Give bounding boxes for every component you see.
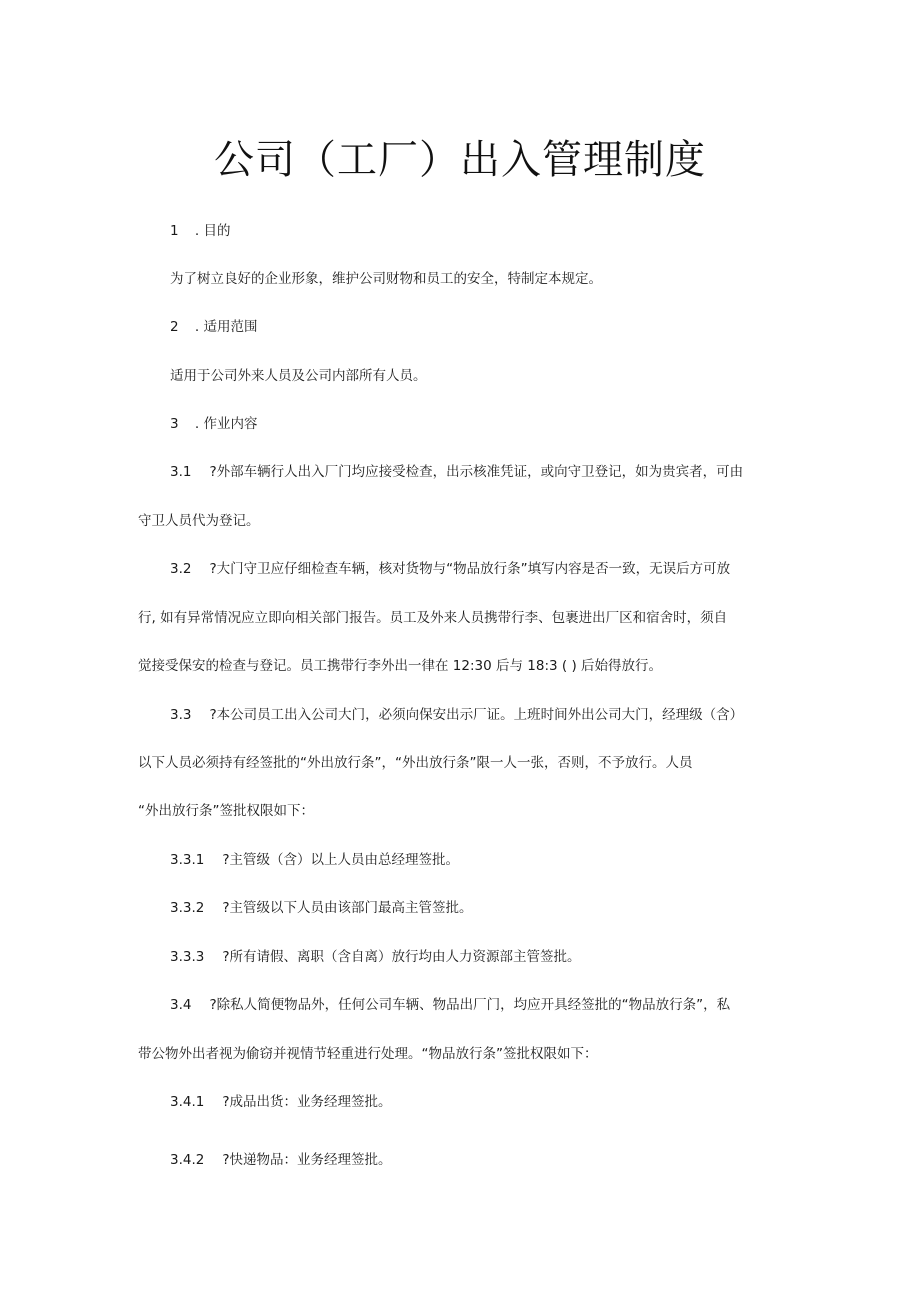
- clause-line: [170, 705, 743, 725]
- clause-number: 3.4.1: [170, 1094, 205, 1110]
- clause-number: 3.2: [170, 561, 192, 577]
- clause-text: ?主管级（含）以上人员由总经理签批。: [222, 852, 460, 868]
- clause-text: ?外部车辆行人出入厂门均应接受检查，出示核准凭证，或向守卫登记，如为贵宾者，可由: [209, 464, 744, 480]
- paragraph-line: 适用于公司外来人员及公司内部所有人员。: [170, 368, 427, 384]
- section-number: 1: [170, 223, 179, 239]
- clause-number: 3.3: [170, 707, 192, 723]
- clause-line: [170, 462, 743, 482]
- clause-number: 3.1: [170, 464, 192, 480]
- paragraph-line: 为了树立良好的企业形象，维护公司财物和员工的安全，特制定本规定。: [170, 271, 602, 287]
- clause-line: [170, 1092, 392, 1112]
- clause-number: 3.4: [170, 997, 192, 1013]
- section-number: 2: [170, 319, 179, 335]
- clause-line: [170, 898, 473, 918]
- clause-text: ?主管级以下人员由该部门最高主管签批。: [222, 900, 473, 916]
- paragraph-line: 行, 如有异常情况应立即向相关部门报告。员工及外来人员携带行李、包裹进出厂区和宿舍时，须自: [138, 610, 728, 626]
- section-heading: [170, 221, 230, 241]
- clause-line: [170, 1150, 392, 1170]
- paragraph-line: 带公物外出者视为偷窃并视情节轻重进行处理。“物品放行条”签批权限如下：: [138, 1046, 598, 1062]
- clause-text: ?除私人简便物品外，任何公司车辆、物品出厂门，均应开具经签批的“物品放行条”，私: [209, 997, 731, 1013]
- page-title: 公司（工厂）出入管理制度: [214, 137, 706, 183]
- paragraph-line: 觉接受保安的检查与登记。员工携带行李外出一律在 12:30 后与 18:3 ( ) 后始得放行。: [138, 658, 663, 674]
- clause-number: 3.4.2: [170, 1152, 205, 1168]
- section-text: . 适用范围: [190, 319, 258, 335]
- clause-line: [170, 559, 730, 579]
- clause-text: ?所有请假、离职（含自离）放行均由人力资源部主管签批。: [222, 949, 581, 965]
- clause-number: 3.3.2: [170, 900, 205, 916]
- section-text: . 作业内容: [190, 416, 258, 432]
- clause-text: ?大门守卫应仔细检查车辆，核对货物与“物品放行条”填写内容是否一致，无误后方可放: [209, 561, 731, 577]
- section-number: 3: [170, 416, 179, 432]
- clause-text: ?快递物品：业务经理签批。: [222, 1152, 392, 1168]
- paragraph-line: “外出放行条”签批权限如下：: [138, 803, 314, 819]
- clause-line: [170, 995, 730, 1015]
- section-heading: [170, 414, 257, 434]
- clause-text: ?成品出货：业务经理签批。: [222, 1094, 392, 1110]
- section-heading: [170, 317, 257, 337]
- clause-number: 3.3.3: [170, 949, 205, 965]
- clause-number: 3.3.1: [170, 852, 205, 868]
- clause-text: ?本公司员工出入公司大门，必须向保安出示厂证。上班时间外出公司大门，经理级（含）: [209, 707, 744, 723]
- paragraph-line: 以下人员必须持有经签批的“外出放行条”，“外出放行条”限一人一张，否则，不予放行。人员: [138, 755, 693, 771]
- section-text: . 目的: [190, 223, 231, 239]
- clause-line: [170, 850, 459, 870]
- clause-line: [170, 947, 581, 967]
- paragraph-line: 守卫人员代为登记。: [138, 513, 260, 529]
